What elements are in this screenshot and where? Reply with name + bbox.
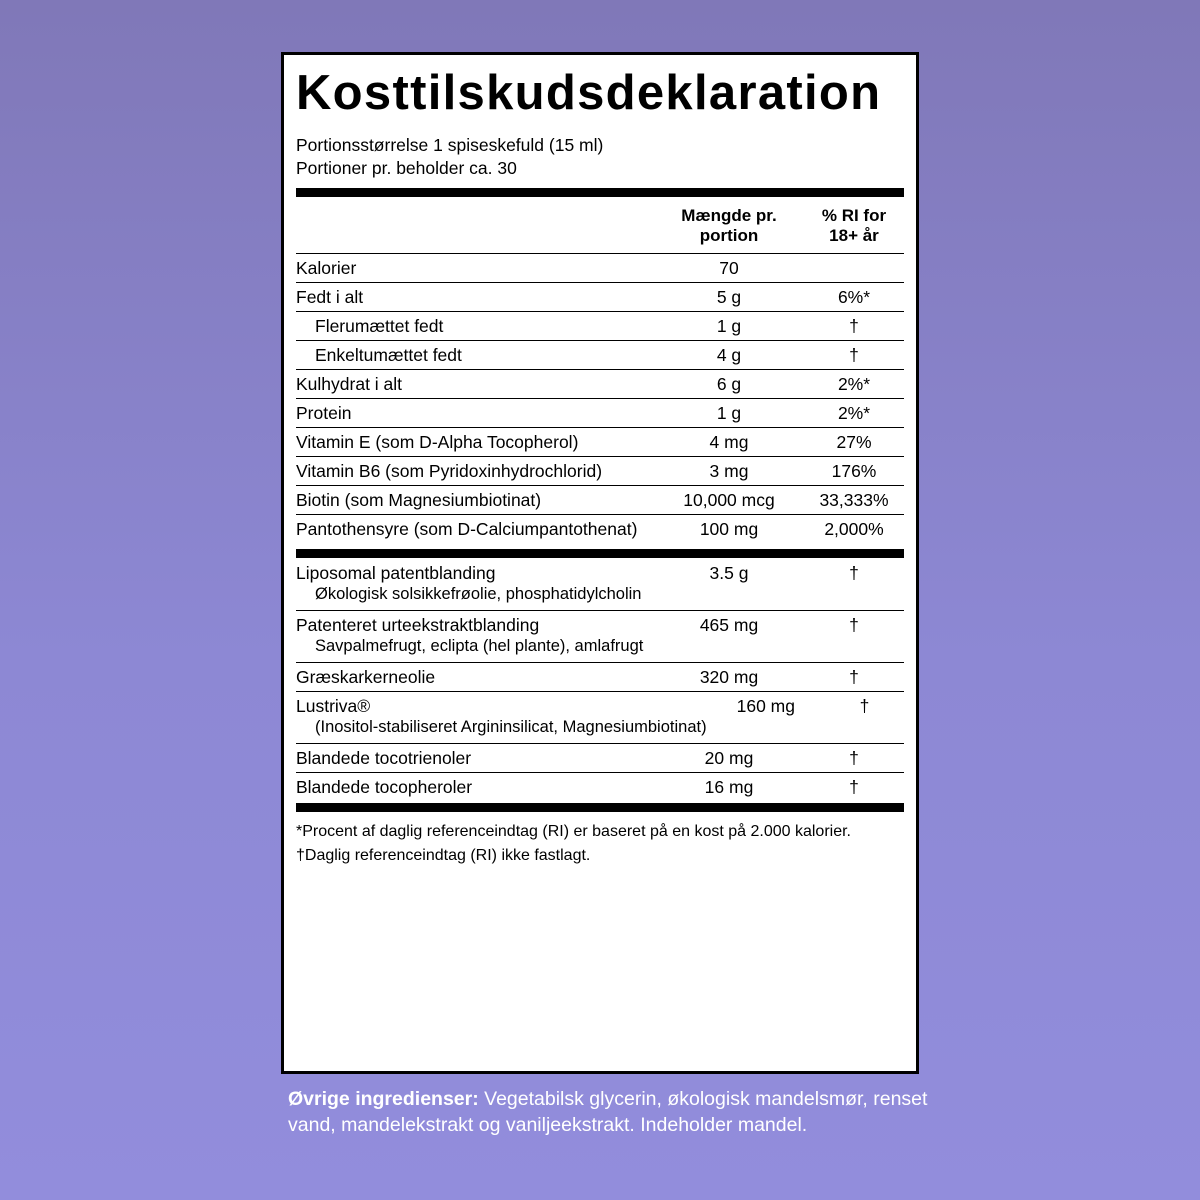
table-row bbox=[296, 283, 904, 312]
blend-ingredients: Økologisk solsikkefrøolie, phosphatidylcholin bbox=[315, 585, 642, 603]
blend-name-cell bbox=[296, 692, 707, 743]
header-spacer bbox=[296, 206, 654, 253]
nutrient-amount: 1 g bbox=[716, 316, 742, 336]
nutrient-ri: 2,000% bbox=[824, 519, 884, 539]
blend-ri: † bbox=[859, 696, 870, 716]
other-ingredients-text: Vegetabilsk glycerin, økologisk mandelsmør, renset vand, mandelekstrakt og vaniljeekstrakt. Indeholder mandel. bbox=[288, 1088, 928, 1136]
thick-divider-bottom bbox=[296, 803, 904, 812]
header-amount-line2: portion bbox=[699, 226, 759, 245]
header-amount-line1: Mængde pr. bbox=[681, 206, 777, 225]
blend-name-cell bbox=[296, 559, 654, 610]
footnote-dagger: †Daglig referenceindtag (RI) ikke fastlagt. bbox=[296, 847, 591, 864]
nutrient-name: Fedt i alt bbox=[296, 287, 364, 307]
nutrient-name: Vitamin E (som D-Alpha Tocopherol) bbox=[296, 432, 579, 452]
supplement-facts-panel bbox=[281, 52, 919, 1074]
nutrient-ri: 27% bbox=[836, 432, 872, 452]
nutrient-name: Kulhydrat i alt bbox=[296, 374, 403, 394]
blend-ingredients: (Inositol-stabiliseret Argininsilicat, Magnesiumbiotinat) bbox=[315, 718, 707, 736]
nutrient-ri: 2%* bbox=[837, 374, 871, 394]
table-row bbox=[296, 457, 904, 486]
table-row bbox=[296, 399, 904, 428]
nutrient-ri: 6%* bbox=[837, 287, 871, 307]
blend-amount: 16 mg bbox=[704, 777, 754, 797]
blend-ri: † bbox=[849, 748, 859, 768]
blend-ri: † bbox=[849, 563, 859, 583]
thick-divider-top bbox=[296, 188, 904, 197]
nutrient-ri: † bbox=[849, 316, 859, 336]
nutrient-name: Enkeltumættet fedt bbox=[315, 345, 462, 365]
nutrient-ri: 2%* bbox=[837, 403, 871, 423]
blend-name-cell bbox=[296, 611, 654, 662]
table-row bbox=[296, 773, 904, 802]
blend-list bbox=[296, 559, 904, 802]
blend-amount: 160 mg bbox=[736, 696, 795, 716]
nutrient-name: Flerumættet fedt bbox=[315, 316, 444, 336]
blend-amount: 3.5 g bbox=[709, 563, 749, 583]
nutrient-amount: 4 mg bbox=[709, 432, 749, 452]
table-row bbox=[296, 515, 904, 544]
other-ingredients bbox=[288, 1086, 928, 1138]
other-ingredients-heading: Øvrige ingredienser: bbox=[288, 1088, 479, 1110]
nutrient-name: Pantothensyre (som D-Calciumpantothenat) bbox=[296, 519, 638, 539]
panel-title: Kosttilskudsdeklaration bbox=[296, 66, 882, 120]
blend-name-cell bbox=[296, 744, 654, 772]
blend-name: Blandede tocopheroler bbox=[296, 777, 473, 797]
nutrient-amount: 4 g bbox=[716, 345, 742, 365]
blend-ri: † bbox=[849, 667, 859, 687]
blend-name: Blandede tocotrienoler bbox=[296, 748, 472, 768]
nutrient-amount: 70 bbox=[719, 258, 739, 278]
nutrient-amount: 3 mg bbox=[709, 461, 749, 481]
nutrient-amount: 5 g bbox=[716, 287, 742, 307]
nutrient-name: Biotin (som Magnesiumbiotinat) bbox=[296, 490, 542, 510]
table-row bbox=[296, 611, 904, 663]
nutrient-amount: 6 g bbox=[716, 374, 742, 394]
column-header-row bbox=[296, 197, 904, 254]
table-row bbox=[296, 692, 904, 744]
table-row bbox=[296, 370, 904, 399]
blend-ri: † bbox=[849, 777, 859, 797]
table-row bbox=[296, 312, 904, 341]
blend-name: Liposomal patentblanding bbox=[296, 563, 496, 583]
table-row bbox=[296, 559, 904, 611]
nutrient-name: Vitamin B6 (som Pyridoxinhydrochlorid) bbox=[296, 461, 603, 481]
nutrient-amount: 1 g bbox=[716, 403, 742, 423]
nutrient-name: Kalorier bbox=[296, 258, 357, 278]
blend-name-cell bbox=[296, 773, 654, 802]
table-row bbox=[296, 428, 904, 457]
thick-divider-middle bbox=[296, 549, 904, 558]
nutrient-name: Protein bbox=[296, 403, 352, 423]
table-row bbox=[296, 341, 904, 370]
footnotes bbox=[296, 820, 904, 868]
blend-name: Græskarkerneolie bbox=[296, 667, 436, 687]
nutrient-list bbox=[296, 254, 904, 544]
blend-ri: † bbox=[849, 615, 859, 635]
footnote-asterisk: *Procent af daglig referenceindtag (RI) er baseret på en kost på 2.000 kalorier. bbox=[296, 823, 851, 840]
blend-amount: 465 mg bbox=[699, 615, 759, 635]
blend-amount: 20 mg bbox=[704, 748, 754, 768]
serving-info bbox=[296, 134, 904, 180]
header-ri-line1: % RI for bbox=[821, 206, 887, 225]
table-row bbox=[296, 254, 904, 283]
blend-name: Lustriva® bbox=[296, 696, 371, 716]
nutrient-ri: 33,333% bbox=[819, 490, 889, 510]
table-row bbox=[296, 486, 904, 515]
nutrient-ri: † bbox=[849, 345, 859, 365]
table-row bbox=[296, 663, 904, 692]
nutrient-ri bbox=[804, 254, 904, 282]
serving-size: Portionsstørrelse 1 spiseskefuld (15 ml) bbox=[296, 135, 604, 155]
header-ri bbox=[804, 206, 904, 253]
blend-ingredients: Savpalmefrugt, eclipta (hel plante), amlafrugt bbox=[315, 637, 644, 655]
header-ri-line2: 18+ år bbox=[829, 226, 879, 245]
servings-per-container: Portioner pr. beholder ca. 30 bbox=[296, 158, 517, 178]
blend-name: Patenteret urteekstraktblanding bbox=[296, 615, 540, 635]
nutrient-amount: 10,000 mcg bbox=[683, 490, 775, 510]
blend-amount: 320 mg bbox=[699, 667, 759, 687]
table-row bbox=[296, 744, 904, 773]
header-amount bbox=[654, 206, 804, 253]
blend-name-cell bbox=[296, 663, 654, 691]
nutrient-ri: 176% bbox=[831, 461, 877, 481]
nutrient-amount: 100 mg bbox=[699, 519, 759, 539]
